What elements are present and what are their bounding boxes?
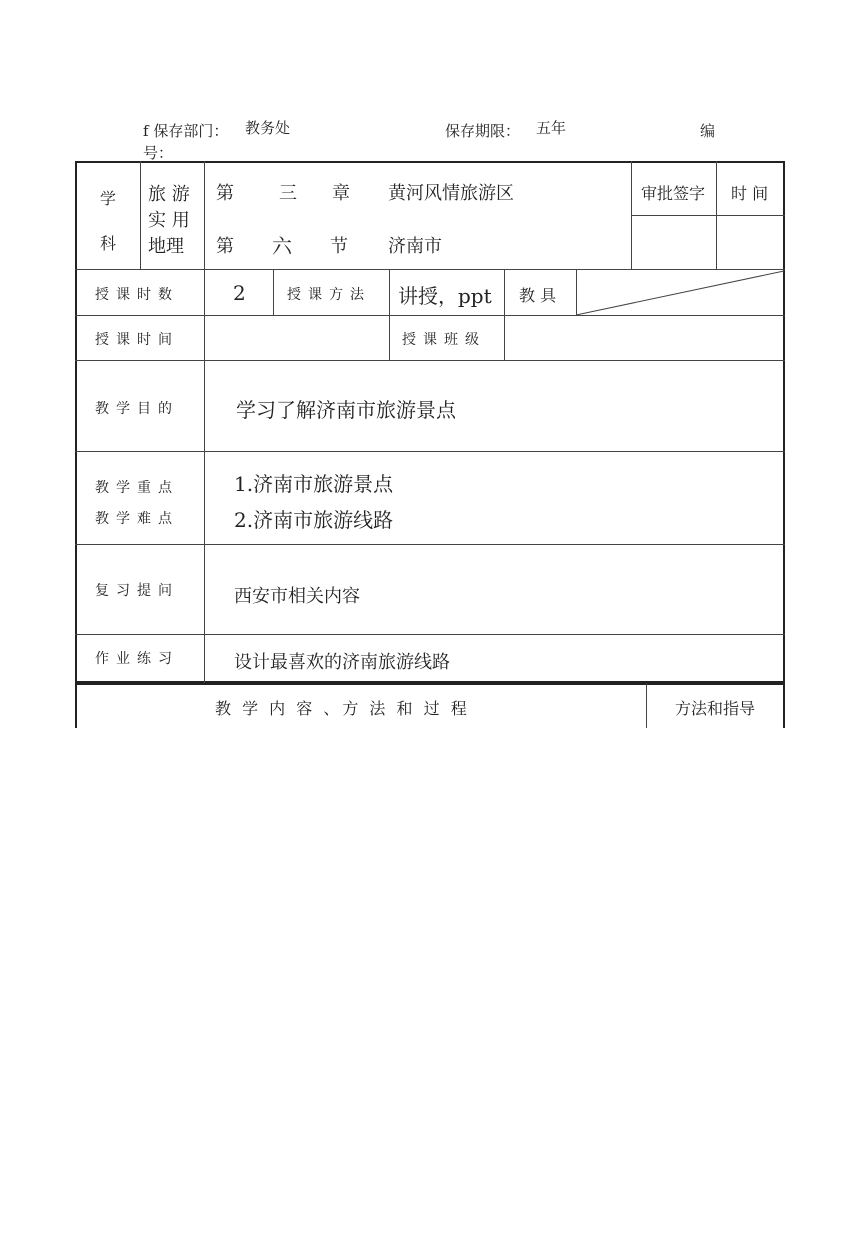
header-dept-value: 教务处 [245, 119, 291, 137]
row-divider [75, 544, 785, 545]
column-divider [631, 161, 632, 269]
time-label: 授课时间 [95, 332, 179, 348]
guide-label: 方法和指导 [675, 699, 756, 718]
hours-label: 授课时数 [95, 287, 179, 303]
time-label: 时 间 [731, 184, 769, 203]
key-point-item: 1.济南市旅游景点 [234, 472, 394, 496]
column-divider [389, 269, 390, 360]
row-divider [75, 451, 785, 452]
section-suffix: 节 [330, 236, 348, 257]
section-prefix: 第 [216, 236, 234, 257]
review-value: 西安市相关内容 [234, 586, 360, 607]
chapter-suffix: 章 [332, 183, 350, 204]
method-value: 讲授，ppt [398, 284, 492, 308]
homework-value: 设计最喜欢的济南旅游线路 [234, 652, 450, 673]
chapter-prefix: 第 [216, 183, 234, 204]
header-number-label-1: 编 [700, 122, 716, 140]
hours-value: 2 [233, 281, 246, 305]
subject-value: 地理 [148, 236, 184, 257]
subject-value: 实 用 [148, 210, 190, 231]
row-divider [75, 634, 785, 635]
chapter-number: 三 [279, 183, 297, 204]
review-label: 复习提问 [95, 583, 179, 599]
goal-label: 教学目的 [95, 401, 179, 417]
subject-label: 学 [100, 189, 117, 208]
difficulty-label: 教学难点 [95, 511, 179, 527]
column-divider [140, 161, 141, 269]
approval-divider [631, 215, 785, 216]
homework-label: 作业练习 [95, 651, 179, 667]
method-label: 授课方法 [287, 287, 371, 303]
empty-cell-diagonal [576, 270, 785, 316]
goal-value: 学习了解济南市旅游景点 [236, 398, 456, 422]
subject-label: 科 [100, 234, 117, 253]
section-number: 六 [272, 234, 292, 258]
header-period-value: 五年 [536, 119, 567, 137]
column-divider [204, 161, 205, 683]
column-divider [273, 269, 274, 315]
column-divider [716, 161, 717, 269]
subject-value: 旅 游 [148, 184, 190, 205]
section-title: 济南市 [388, 236, 442, 257]
header-number-label-2: 号： [143, 144, 174, 162]
approval-label: 审批签字 [641, 184, 706, 203]
content-label: 教 学 内 容 、方 法 和 过 程 [215, 699, 470, 718]
tools-label: 教 具 [519, 286, 557, 305]
header-dept-label: f 保存部门： [143, 122, 229, 140]
header-period-label: 保存期限： [445, 122, 521, 140]
column-divider [504, 269, 505, 360]
row-divider [75, 360, 785, 361]
class-label: 授课班级 [402, 332, 486, 348]
column-divider [646, 683, 647, 728]
chapter-title: 黄河风情旅游区 [388, 183, 514, 204]
key-points-label: 教学重点 [95, 480, 179, 496]
key-point-item: 2.济南市旅游线路 [234, 508, 394, 532]
